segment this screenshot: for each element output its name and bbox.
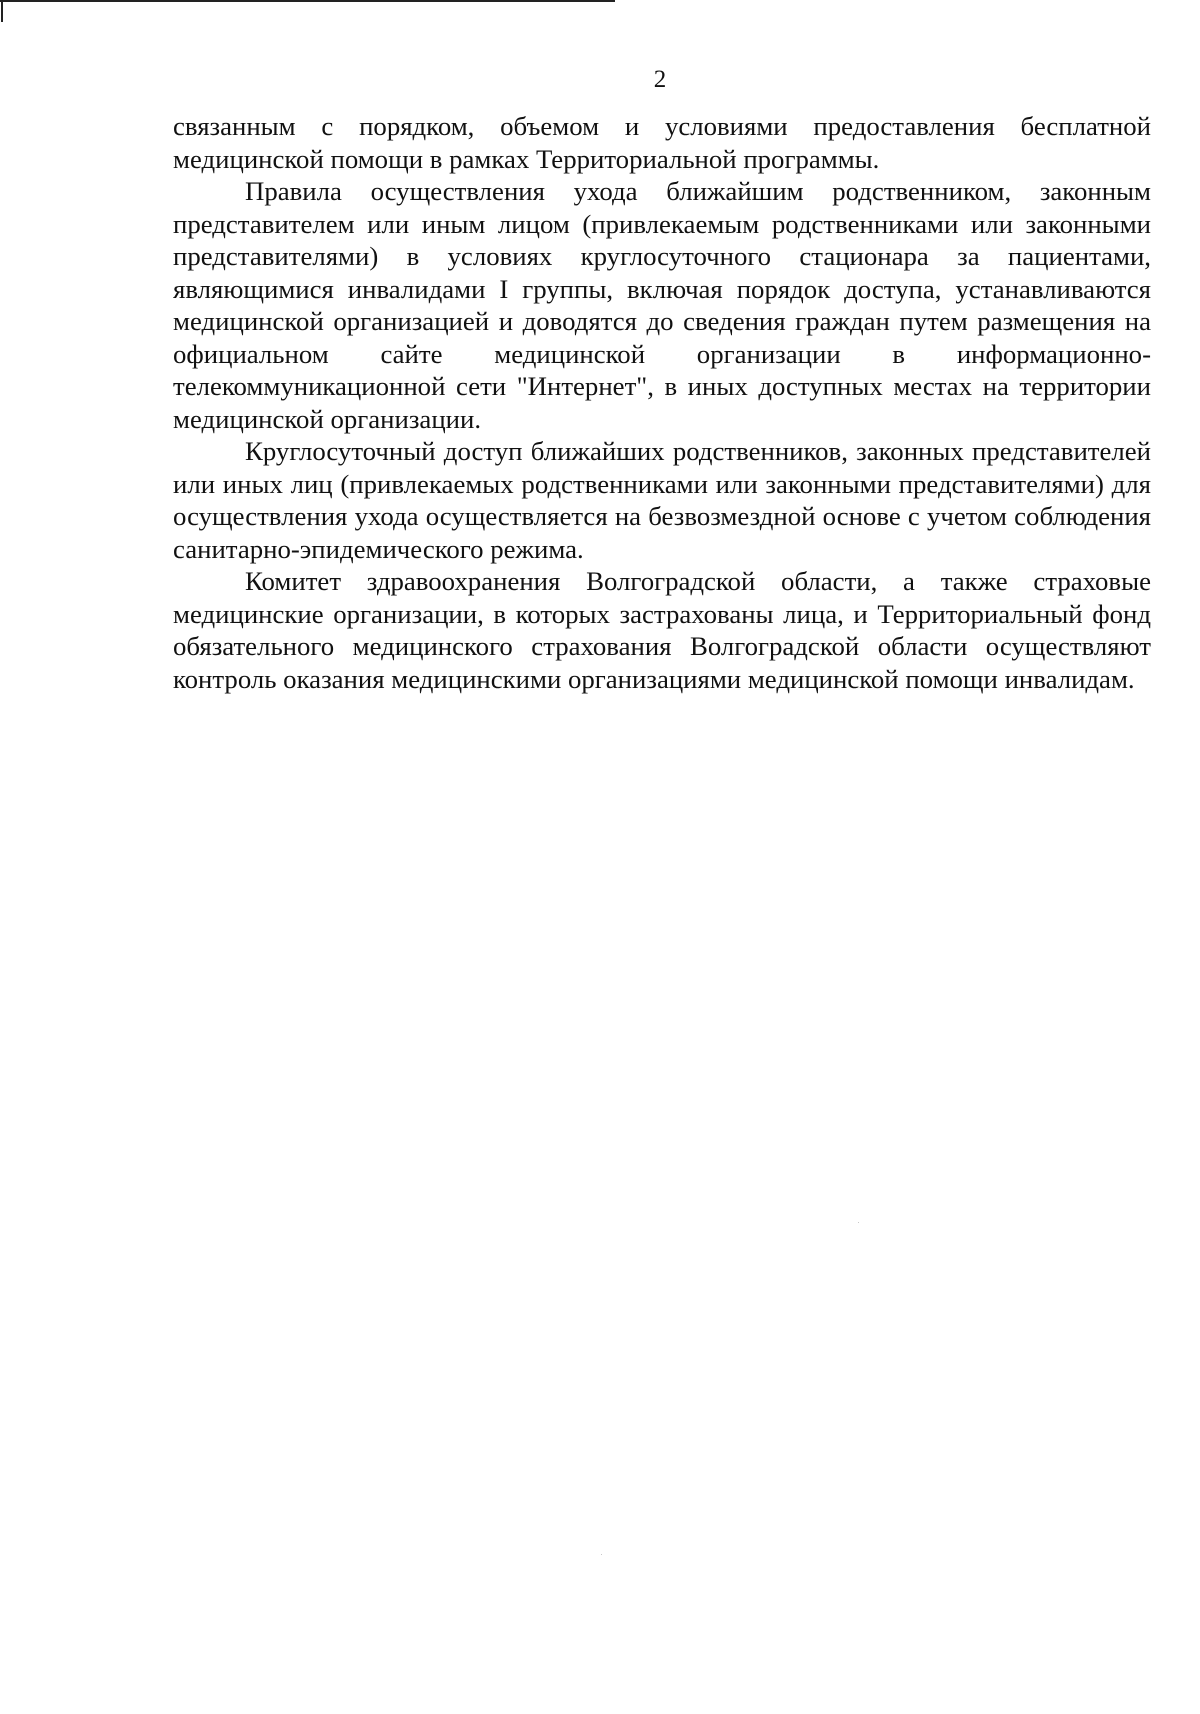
- document-body: [173, 110, 1151, 695]
- scan-edge-top: [0, 0, 615, 2]
- scan-edge-left: [1, 0, 3, 22]
- paragraph-control: Комитет здравоохранения Волгоградской области, а также страховые медицинские организации, в которых застрахованы лица, и Территориальный фонд обязательного медицинского страхования Волгоградской области осуществляют контроль оказания медицинскими организациями медицинской помощи инвалидам.: [173, 566, 1151, 694]
- paragraph-round-the-clock-access: Круглосуточный доступ ближайших родственников, законных представителей или иных лиц (привлекаемых родственниками или законными представителями) для осуществления ухода осуществляется на безвозмездной основе с учетом соблюдения санитарно-эпидемического режима.: [173, 436, 1151, 564]
- scan-speck: [858, 1222, 859, 1223]
- page-number: 2: [653, 66, 667, 93]
- scan-speck: [601, 1554, 602, 1555]
- paragraph-continuation: связанным с порядком, объемом и условиями предоставления бесплатной медицинской помощи в рамках Территориальной программы.: [173, 111, 1151, 174]
- paragraph-care-rules: Правила осуществления ухода ближайшим родственником, законным представителем или иным лицом (привлекаемым родственниками или законными представителями) в условиях круглосуточного стационара за пациентами, являющимися инвалидами I группы, включая порядок доступа, устанавливаются медицинской организацией и доводятся до сведения граждан путем размещения на официальном сайте медицинской организации в информационно-телекоммуникационной сети "Интернет", в иных доступных местах на территории медицинской организации.: [173, 176, 1151, 434]
